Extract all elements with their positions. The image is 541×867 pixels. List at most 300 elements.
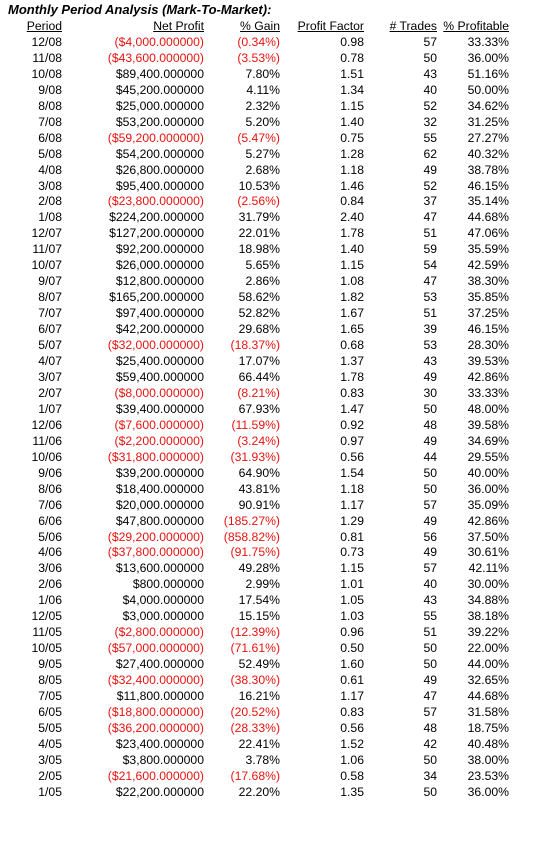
cell-net-profit: $95,400.000000 [115,178,204,193]
cell-period: 5/05 [38,720,62,735]
cell-period: 1/05 [38,784,62,799]
cell-net-profit: $97,400.000000 [115,306,204,321]
cell-profitable: 39.22% [467,625,509,640]
cell-trades: 30 [423,385,437,400]
cell-net-profit: ($57,000.000000) [107,641,204,656]
cell-trades: 54 [423,258,437,273]
cell-profitable: 33.33% [467,34,509,49]
cell-profitable: 39.58% [467,417,509,432]
cell-trades: 49 [423,162,437,177]
cell-gain: 29.68% [238,322,280,337]
cell-trades: 44 [423,449,437,464]
cell-profitable: 35.09% [467,497,509,512]
cell-profitable: 27.27% [467,130,509,145]
cell-gain: 16.21% [238,689,280,704]
cell-trades: 48 [423,417,437,432]
cell-profit-factor: 0.96 [340,625,364,640]
cell-period: 6/06 [38,513,62,528]
cell-period: 4/08 [38,162,62,177]
cell-profitable: 35.85% [467,290,509,305]
cell-trades: 59 [423,242,437,257]
cell-profit-factor: 1.60 [340,657,364,672]
cell-profit-factor: 1.15 [340,98,364,113]
cell-period: 9/06 [38,465,62,480]
cell-net-profit: $89,400.000000 [115,66,204,81]
table-row [8,753,509,769]
cell-period: 3/06 [38,561,62,576]
table-row [8,147,509,163]
cell-gain: 2.86% [245,274,280,289]
cell-net-profit: $23,400.000000 [115,736,204,751]
cell-profitable: 40.32% [467,146,509,161]
table-row [8,210,509,226]
cell-profit-factor: 0.81 [340,529,364,544]
cell-profitable: 44.68% [467,210,509,225]
table-row [8,577,509,593]
cell-gain: (38.30%) [230,673,280,688]
cell-profit-factor: 1.40 [340,114,364,129]
cell-period: 1/07 [38,401,62,416]
cell-profitable: 34.69% [467,433,509,448]
cell-net-profit: $27,400.000000 [115,657,204,672]
header-profitable: % Profitable [443,19,509,33]
cell-profit-factor: 1.47 [340,401,364,416]
table-row [8,514,509,530]
cell-net-profit: $22,200.000000 [115,784,204,799]
cell-period: 12/06 [31,417,62,432]
cell-gain: 64.90% [238,465,280,480]
cell-net-profit: $25,400.000000 [115,354,204,369]
cell-net-profit: $13,600.000000 [115,561,204,576]
table-row [8,737,509,753]
cell-trades: 42 [423,736,437,751]
table-row [8,561,509,577]
cell-gain: 22.01% [238,226,280,241]
table-row [8,290,509,306]
cell-profit-factor: 0.92 [340,417,364,432]
cell-net-profit: $39,400.000000 [115,401,204,416]
cell-gain: 3.78% [245,752,280,767]
cell-trades: 49 [423,513,437,528]
table-row [8,673,509,689]
cell-trades: 50 [423,50,437,65]
table-row [8,625,509,641]
cell-net-profit: $3,800.000000 [122,752,204,767]
cell-period: 9/05 [38,657,62,672]
cell-gain: 7.80% [245,66,280,81]
cell-trades: 50 [423,657,437,672]
cell-net-profit: ($18,800.000000) [107,704,204,719]
cell-gain: 49.28% [238,561,280,576]
cell-profitable: 44.00% [467,657,509,672]
cell-gain: 2.68% [245,162,280,177]
table-row [8,402,509,418]
cell-net-profit: ($36,200.000000) [107,720,204,735]
cell-profit-factor: 1.28 [340,146,364,161]
cell-net-profit: $165,200.000000 [109,290,204,305]
cell-period: 9/08 [38,82,62,97]
cell-net-profit: $18,400.000000 [115,481,204,496]
cell-profitable: 36.00% [467,784,509,799]
table-row [8,83,509,99]
cell-profit-factor: 1.18 [340,481,364,496]
cell-period: 5/07 [38,338,62,353]
header-period: Period [26,19,62,33]
cell-trades: 43 [423,66,437,81]
cell-profitable: 38.18% [467,609,509,624]
cell-trades: 40 [423,577,437,592]
cell-profitable: 46.15% [467,322,509,337]
cell-trades: 37 [423,194,437,209]
cell-period: 12/05 [31,609,62,624]
cell-profit-factor: 0.98 [340,34,364,49]
cell-profitable: 38.30% [467,274,509,289]
cell-profit-factor: 1.67 [340,306,364,321]
table-row [8,641,509,657]
cell-profitable: 39.53% [467,354,509,369]
cell-trades: 62 [423,146,437,161]
cell-profit-factor: 0.68 [340,338,364,353]
cell-trades: 57 [423,497,437,512]
cell-profitable: 42.11% [468,561,509,576]
cell-gain: (18.37%) [230,338,280,353]
cell-profit-factor: 1.78 [340,226,364,241]
cell-profit-factor: 0.84 [340,194,364,209]
cell-gain: 5.65% [245,258,280,273]
header-profit-factor: Profit Factor [297,19,364,33]
cell-trades: 50 [423,401,437,416]
cell-gain: (185.27%) [223,513,280,528]
cell-net-profit: $4,000.000000 [122,593,204,608]
table-row [8,785,509,801]
cell-profit-factor: 0.83 [340,385,364,400]
cell-gain: (2.56%) [237,194,280,209]
cell-net-profit: $59,400.000000 [115,369,204,384]
cell-period: 3/05 [38,752,62,767]
cell-trades: 51 [423,306,437,321]
cell-trades: 50 [423,641,437,656]
cell-net-profit: ($31,800.000000) [107,449,204,464]
cell-gain: (5.47%) [237,130,280,145]
cell-profitable: 29.55% [467,449,509,464]
cell-net-profit: $42,200.000000 [115,322,204,337]
cell-period: 12/07 [31,226,62,241]
cell-profitable: 42.86% [467,513,509,528]
cell-trades: 43 [423,593,437,608]
table-row [8,242,509,258]
cell-net-profit: ($43,600.000000) [107,50,204,65]
cell-gain: 10.53% [238,178,280,193]
cell-profitable: 28.30% [467,338,509,353]
cell-net-profit: ($32,400.000000) [107,673,204,688]
cell-trades: 49 [423,673,437,688]
cell-profit-factor: 1.54 [340,465,364,480]
cell-period: 8/05 [38,673,62,688]
cell-trades: 55 [423,609,437,624]
cell-trades: 32 [423,114,437,129]
cell-period: 11/08 [32,50,62,65]
cell-period: 10/06 [31,449,62,464]
table-row [8,179,509,195]
cell-trades: 56 [423,529,437,544]
cell-period: 5/06 [38,529,62,544]
cell-trades: 50 [423,752,437,767]
cell-net-profit: $224,200.000000 [109,210,204,225]
cell-net-profit: $54,200.000000 [115,146,204,161]
cell-trades: 57 [423,34,437,49]
table-row [8,99,509,115]
cell-net-profit: $47,800.000000 [115,513,204,528]
cell-net-profit: ($37,800.000000) [107,545,204,560]
cell-profit-factor: 1.46 [340,178,364,193]
cell-profit-factor: 1.35 [340,784,364,799]
table-row [8,545,509,561]
cell-period: 10/08 [31,66,62,81]
cell-period: 10/07 [31,258,62,273]
cell-profitable: 44.68% [467,689,509,704]
cell-period: 7/07 [38,306,62,321]
cell-profitable: 36.00% [467,50,509,65]
cell-period: 3/07 [38,369,62,384]
table-row [8,115,509,131]
cell-trades: 50 [423,481,437,496]
table-row [8,450,509,466]
cell-trades: 47 [423,274,437,289]
cell-gain: (91.75%) [230,545,280,560]
cell-gain: 4.11% [246,82,280,97]
table-row [8,258,509,274]
cell-net-profit: $20,000.000000 [115,497,204,512]
cell-period: 7/05 [38,689,62,704]
cell-profit-factor: 1.34 [340,82,364,97]
cell-period: 2/07 [38,385,62,400]
cell-trades: 50 [423,465,437,480]
cell-profit-factor: 1.52 [340,736,364,751]
cell-profit-factor: 1.01 [340,577,364,592]
cell-trades: 47 [423,689,437,704]
cell-gain: 15.15% [238,609,280,624]
table-row [8,434,509,450]
table-row [8,194,509,210]
cell-profitable: 31.58% [467,704,509,719]
cell-trades: 53 [423,338,437,353]
cell-gain: (3.24%) [237,433,280,448]
cell-gain: (11.59%) [231,417,280,432]
table-row [8,705,509,721]
table-row [8,163,509,179]
cell-profitable: 37.50% [467,529,509,544]
cell-period: 6/05 [38,704,62,719]
cell-profit-factor: 1.15 [340,258,364,273]
cell-net-profit: $26,000.000000 [115,258,204,273]
cell-profitable: 47.06% [467,226,509,241]
table-row [8,51,509,67]
table-row [8,386,509,402]
cell-net-profit: $92,200.000000 [115,242,204,257]
cell-profit-factor: 0.50 [340,641,364,656]
cell-profit-factor: 1.06 [340,752,364,767]
table-body [8,35,509,801]
table-row [8,274,509,290]
cell-gain: 22.20% [238,784,280,799]
report-title: Monthly Period Analysis (Mark-To-Market): [8,2,272,17]
cell-profit-factor: 1.37 [340,354,364,369]
cell-trades: 43 [423,354,437,369]
header-trades: # Trades [389,19,437,33]
cell-net-profit: $25,000.000000 [115,98,204,113]
cell-trades: 52 [423,98,437,113]
cell-gain: (0.34%) [237,34,280,49]
cell-gain: 52.82% [238,306,280,321]
cell-trades: 51 [423,625,437,640]
cell-gain: 90.91% [238,497,280,512]
header-net-profit: Net Profit [153,19,204,33]
cell-period: 8/07 [38,290,62,305]
cell-trades: 49 [423,545,437,560]
cell-net-profit: $127,200.000000 [109,226,204,241]
cell-gain: 67.93% [238,401,280,416]
cell-profitable: 31.25% [467,114,509,129]
cell-trades: 49 [423,433,437,448]
cell-period: 5/08 [38,146,62,161]
cell-profit-factor: 1.40 [340,242,364,257]
table-row [8,322,509,338]
cell-profit-factor: 1.17 [340,497,364,512]
cell-net-profit: $800.000000 [132,577,204,592]
cell-period: 9/07 [38,274,62,289]
cell-period: 1/06 [38,593,62,608]
cell-profitable: 30.00% [467,577,509,592]
cell-gain: (3.53%) [237,50,280,65]
cell-profitable: 18.75% [467,720,509,735]
cell-period: 11/06 [32,433,62,448]
cell-period: 11/07 [32,242,62,257]
cell-profitable: 35.14% [467,194,509,209]
cell-profitable: 32.65% [467,673,509,688]
cell-net-profit: ($4,000.000000) [114,34,204,49]
cell-profitable: 23.53% [467,768,509,783]
table-row [8,609,509,625]
cell-profitable: 33.33% [467,385,509,400]
cell-gain: 2.32% [245,98,280,113]
cell-net-profit: ($32,000.000000) [107,338,204,353]
table-row [8,338,509,354]
cell-trades: 39 [423,322,437,337]
cell-period: 2/08 [38,194,62,209]
cell-gain: (12.39%) [230,625,280,640]
cell-gain: (8.21%) [237,385,280,400]
cell-profit-factor: 1.15 [340,561,364,576]
cell-profit-factor: 1.82 [340,290,364,305]
cell-gain: 2.99% [245,577,280,592]
cell-profit-factor: 0.56 [340,720,364,735]
header-gain: % Gain [240,19,280,33]
cell-period: 3/08 [38,178,62,193]
cell-period: 7/08 [38,114,62,129]
cell-profit-factor: 0.75 [340,130,364,145]
cell-profit-factor: 1.65 [340,322,364,337]
cell-profit-factor: 0.61 [340,673,364,688]
cell-gain: 52.49% [238,657,280,672]
cell-period: 7/06 [38,497,62,512]
cell-net-profit: ($2,800.000000) [114,625,204,640]
cell-net-profit: ($7,600.000000) [114,417,204,432]
cell-net-profit: ($23,800.000000) [107,194,204,209]
table-row [8,226,509,242]
cell-gain: 66.44% [238,369,280,384]
cell-net-profit: $26,800.000000 [115,162,204,177]
cell-profit-factor: 1.05 [340,593,364,608]
cell-net-profit: ($59,200.000000) [107,130,204,145]
cell-profit-factor: 1.08 [340,274,364,289]
cell-net-profit: $45,200.000000 [115,82,204,97]
cell-gain: (28.33%) [230,720,280,735]
table-row [8,657,509,673]
cell-profit-factor: 1.18 [340,162,364,177]
cell-profitable: 36.00% [467,481,509,496]
table-row [8,67,509,83]
cell-trades: 48 [423,720,437,735]
table-row [8,769,509,785]
cell-profit-factor: 1.17 [340,689,364,704]
cell-gain: 22.41% [238,736,280,751]
cell-period: 10/05 [31,641,62,656]
cell-profit-factor: 2.40 [340,210,364,225]
table-row [8,721,509,737]
cell-net-profit: ($29,200.000000) [107,529,204,544]
table-row [8,482,509,498]
cell-profitable: 42.59% [467,258,509,273]
cell-net-profit: $12,800.000000 [115,274,204,289]
table-row [8,354,509,370]
cell-period: 2/06 [38,577,62,592]
cell-profit-factor: 1.51 [340,66,364,81]
cell-gain: 5.20% [245,114,280,129]
cell-gain: 58.62% [238,290,280,305]
cell-profitable: 50.00% [467,82,509,97]
cell-trades: 57 [423,704,437,719]
table-row [8,466,509,482]
cell-net-profit: $39,200.000000 [115,465,204,480]
cell-trades: 55 [423,130,437,145]
cell-profit-factor: 0.56 [340,449,364,464]
cell-trades: 47 [423,210,437,225]
cell-gain: (71.61%) [230,641,280,656]
cell-net-profit: $11,800.000000 [116,689,204,704]
cell-net-profit: ($2,200.000000) [114,433,204,448]
table-row [8,593,509,609]
cell-period: 12/08 [31,34,62,49]
cell-profitable: 40.00% [467,465,509,480]
cell-period: 8/06 [38,481,62,496]
cell-trades: 49 [423,369,437,384]
cell-gain: (20.52%) [230,704,280,719]
cell-profitable: 46.15% [467,178,509,193]
cell-period: 11/05 [32,625,62,640]
cell-gain: (17.68%) [230,768,280,783]
cell-gain: 31.79% [238,210,280,225]
cell-gain: 18.98% [238,242,280,257]
cell-profitable: 22.00% [467,641,509,656]
cell-net-profit: $53,200.000000 [115,114,204,129]
table-row [8,306,509,322]
cell-net-profit: ($21,600.000000) [107,768,204,783]
table-row [8,131,509,147]
cell-period: 4/06 [38,545,62,560]
cell-trades: 50 [423,784,437,799]
table-row [8,370,509,386]
table-row [8,35,509,51]
